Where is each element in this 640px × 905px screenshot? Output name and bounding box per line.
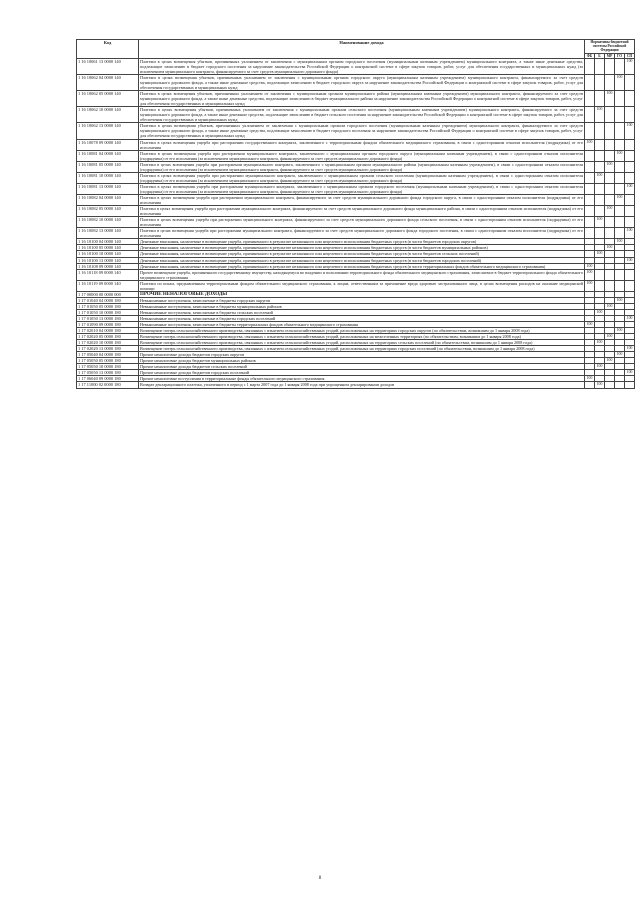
row-norm-cell: 100	[615, 328, 625, 334]
row-norm-cell	[625, 150, 635, 161]
row-name: Платежи в целях возмещения ущерба при расторжении муниципального контракта, заключенного с муниципальным органом сельского поселения (муниципальным казенным учреждением), в связи с односторонним отказом исполнителя (подрядчика) от его исполнения (за исключением муниципального контракта, финансируемого за счет средств муниципального дорожного фонда)	[140, 172, 583, 183]
row-name: Возмещение потерь сельскохозяйственного производства, связанных с изъятием сельскохозяйственных угодий, расположенных на территориях городских поселений (по обязательствам, возникшим до 1 января 2008 года)	[139, 346, 585, 352]
row-name: Прочее возмещение ущерба, причиненного государственному имуществу, находящемуся во владении и пользовании территориального фонда обязательного медицинского страхования, зачисляемое в бюджет территориального фонда обязательного медицинского страхования	[140, 269, 583, 280]
table-row	[77, 228, 635, 239]
row-norm-cell	[595, 206, 605, 217]
row-norm-cell	[595, 161, 605, 172]
row-norm-cell	[615, 217, 625, 228]
row-norm-cell	[605, 139, 615, 150]
row-norm-cell	[585, 58, 595, 74]
row-code: 1 17 05050 13 0000 180	[77, 370, 139, 376]
row-norm-cell	[585, 172, 595, 183]
row-name: ПРОЧИЕ НЕНАЛОГОВЫЕ ДОХОДЫ	[139, 291, 585, 297]
row-name: Невыясненные поступления, зачисляемые в бюджеты городских поселений	[139, 315, 585, 321]
header-name: Наименование дохода	[139, 40, 585, 59]
row-norm-cell: 100	[615, 150, 625, 161]
row-norm-cell: 100	[615, 194, 625, 205]
row-name: Платежи в целях возмещения убытков, причиненных уклонением от заключения с муниципальным органом городского поселения (муниципальным казенным учреждением) муниципального контракта, а также иные денежные средства, подлежащие зачислению в бюджет городского поселения за нарушение законодательства Российской Федерации о контрактной системе в сфере закупок товаров, работ, услуг для обеспечения государственных и муниципальных нужд (за исключением муниципального контракта, финансируемого за счет средств муниципального дорожного фонда)	[140, 58, 583, 74]
header-col-sp: СП	[625, 53, 635, 58]
row-name: Возмещение потерь сельскохозяйственного производства, связанных с изъятием сельскохозяйственных угодий, расположенных на межселенных территориях (по обязательствам, возникшим до 1 января 2008 года)	[139, 334, 585, 340]
row-name: Платежи в целях возмещения убытков, причиненных уклонением от заключения с муниципальным органом городского поселения (муниципальным казенным учреждением) муниципального контракта, финансируемого за счет средств муниципального дорожного фонда, а также иные денежные средства, подлежащие зачислению в бюджет городского поселения за нарушение законодательства Российской Федерации о контрактной системе в сфере закупок товаров, работ, услуг для обеспечения государственных и муниципальных нужд	[140, 123, 583, 139]
table-row	[77, 194, 635, 205]
table-header-row	[77, 40, 635, 54]
row-norm-cell	[625, 91, 635, 107]
row-norm-cell	[595, 194, 605, 205]
row-norm-cell: 100	[625, 123, 635, 139]
row-code: 1 16 10078 09 0000 140	[77, 139, 139, 150]
row-norm-cell: 100	[605, 358, 615, 364]
table-row	[77, 150, 635, 161]
row-norm-cell	[615, 123, 625, 139]
row-norm-cell: 100	[605, 206, 615, 217]
row-code: 1 16 10082 05 0000 140	[77, 206, 139, 217]
row-norm-cell	[615, 58, 625, 74]
row-code: 1 17 02020 10 0000 180	[77, 340, 139, 346]
row-norm-cell	[625, 139, 635, 150]
header-norms: Нормативы бюджетной системы Российской Федерации	[585, 40, 635, 54]
row-norm-cell: 100	[595, 364, 605, 370]
row-norm-cell	[625, 280, 635, 291]
row-norm-cell	[605, 280, 615, 291]
row-norm-cell: 100	[605, 334, 615, 340]
row-norm-cell	[615, 91, 625, 107]
row-name: Прочие неналоговые доходы бюджетов городских округов	[139, 352, 585, 358]
row-code: 1 17 05050 10 0000 180	[77, 364, 139, 370]
row-code: 1 16 10062 13 0000 140	[77, 123, 139, 139]
row-norm-cell: 100	[625, 58, 635, 74]
row-norm-cell	[625, 161, 635, 172]
row-name: Прочие неналоговые доходы бюджетов муниципальных районов	[139, 358, 585, 364]
row-norm-cell	[595, 150, 605, 161]
row-norm-cell: 100	[585, 376, 595, 382]
row-norm-cell: 100	[595, 340, 605, 346]
row-code: 1 17 01040 04 0000 180	[77, 297, 139, 303]
row-name: Прочие неналоговые доходы бюджетов городских поселений	[139, 370, 585, 376]
row-norm-cell	[595, 280, 605, 291]
row-norm-cell	[585, 107, 595, 123]
row-norm-cell	[595, 123, 605, 139]
row-norm-cell: 100	[615, 74, 625, 90]
row-norm-cell	[585, 183, 595, 194]
row-name: Платежи в целях возмещения ущерба при расторжении муниципального контракта, заключенного с муниципальным органом городского округа (муниципальным казенным учреждением), в связи с односторонним отказом исполнителя (подрядчика) от его исполнения (за исключением муниципального контракта, финансируемого за счет средств муниципального дорожного фонда)	[140, 150, 583, 161]
row-name: Невыясненные поступления, зачисляемые в бюджеты муниципальных районов	[139, 303, 585, 309]
table-row	[77, 269, 635, 280]
row-code: 1 17 02010 04 0000 180	[77, 328, 139, 334]
row-name: Денежные взыскания, налагаемые в возмещение ущерба, причиненного в результате незаконного или нецелевого использования бюджетных средств (в части бюджетов муниципальных районов)	[139, 245, 585, 251]
row-norm-cell: 100	[625, 257, 635, 263]
row-norm-cell	[585, 161, 595, 172]
table-row	[77, 161, 635, 172]
row-norm-cell	[615, 172, 625, 183]
row-code: 1 16 10081 10 0000 140	[77, 172, 139, 183]
row-norm-cell	[595, 91, 605, 107]
header-col-go: ГО	[615, 53, 625, 58]
row-norm-cell	[615, 183, 625, 194]
row-norm-cell	[605, 183, 615, 194]
row-norm-cell	[615, 161, 625, 172]
table-row	[77, 280, 635, 291]
page-number: 8	[318, 876, 322, 881]
row-code: 1 16 10061 13 0000 140	[77, 58, 139, 74]
row-norm-cell	[595, 228, 605, 239]
row-norm-cell: 100	[625, 228, 635, 239]
row-name: Платежи в целях возмещения ущерба при расторжении муниципального контракта, финансируемого за счет средств муниципального дорожного фонда городского округа, в связи с односторонним отказом исполнителя (подрядчика) от его исполнения	[140, 194, 583, 206]
table-row	[77, 139, 635, 150]
row-norm-cell	[605, 382, 615, 388]
row-code: 1 17 06040 09 0000 180	[77, 376, 139, 382]
row-code: 1 16 10118 09 0000 140	[77, 269, 139, 280]
row-code: 1 17 01050 13 0000 180	[77, 315, 139, 321]
row-name: Денежные взыскания, налагаемые в возмещение ущерба, причиненного в результате незаконного или нецелевого использования бюджетных средств (в части бюджетов сельских поселений)	[139, 251, 585, 257]
row-norm-cell: 100	[615, 297, 625, 303]
row-norm-cell: 100	[595, 251, 605, 257]
row-name: Платежи в целях возмещения ущерба при расторжении муниципального контракта, финансируемого за счет средств муниципального дорожного фонда сельского поселения, в связи с односторонним отказом исполнителя (подрядчика) от его исполнения	[140, 217, 583, 228]
row-code: 1 16 10081 13 0000 140	[77, 183, 139, 194]
row-norm-cell	[595, 74, 605, 90]
row-norm-cell: 100	[595, 309, 605, 315]
row-norm-cell	[625, 107, 635, 123]
row-code: 1 16 10081 04 0000 140	[77, 150, 139, 161]
table-body	[77, 58, 635, 388]
row-name: Прочие неналоговые доходы бюджетов сельских поселений	[139, 364, 585, 370]
row-norm-cell: 100	[605, 161, 615, 172]
table-row	[77, 183, 635, 194]
row-norm-cell	[605, 150, 615, 161]
row-name: Денежные взыскания, налагаемые в возмещение ущерба, причиненного в результате незаконного или нецелевого использования бюджетных средств (в части бюджетов городских округов)	[139, 239, 585, 245]
row-norm-cell	[605, 107, 615, 123]
row-code: 1 16 10100 05 0000 140	[77, 245, 139, 251]
row-norm-cell: 100	[585, 280, 595, 291]
row-name: Платежи в целях возмещения ущерба при расторжении муниципального контракта, финансируемого за счет средств муниципального дорожного фонда городского поселения, в связи с односторонним отказом исполнителя (подрядчика) от его исполнения	[140, 228, 583, 239]
row-norm-cell	[605, 123, 615, 139]
table-row	[77, 382, 635, 388]
table-row	[77, 123, 635, 139]
row-norm-cell	[585, 382, 595, 388]
row-code: 1 16 10082 04 0000 140	[77, 194, 139, 205]
header-col-b: Б	[595, 53, 605, 58]
row-norm-cell: 100	[615, 352, 625, 358]
row-norm-cell	[615, 228, 625, 239]
row-norm-cell	[615, 280, 625, 291]
row-norm-cell: 100	[605, 245, 615, 251]
row-norm-cell	[625, 269, 635, 280]
row-norm-cell	[615, 382, 625, 388]
row-norm-cell	[585, 74, 595, 90]
row-name: Невыясненные поступления, зачисляемые в бюджеты городских округов	[139, 297, 585, 303]
row-name: Денежные взыскания, налагаемые в возмещение ущерба, причиненного в результате незаконного или нецелевого использования бюджетных средств (в части территориальных фондов обязательного медицинского страхования)	[139, 263, 585, 269]
row-norm-cell	[615, 139, 625, 150]
table-row	[77, 206, 635, 217]
row-code: 1 17 11000 02 0000 180	[77, 382, 139, 388]
row-code: 1 16 10062 10 0000 140	[77, 107, 139, 123]
row-norm-cell	[605, 58, 615, 74]
row-norm-cell: 100	[585, 263, 595, 269]
row-name: Платежи по искам, предъявленным территориальным фондом обязательного медицинского страхования, к лицам, ответственным за причинение вреда здоровью застрахованного лица, в целях возмещения расходов на оказание медицинской помощи	[140, 280, 583, 291]
row-norm-cell	[625, 194, 635, 205]
row-code: 1 16 10100 13 0000 140	[77, 257, 139, 263]
row-norm-cell	[615, 107, 625, 123]
row-code: 1 17 02020 13 0000 180	[77, 346, 139, 352]
row-name: Невыясненные поступления, зачисляемые в бюджеты территориальных фондов обязательного медицинского страхования	[139, 322, 585, 328]
row-norm-cell	[595, 269, 605, 280]
row-name: Платежи в целях возмещения убытков, причиненных уклонением от заключения с муниципальным органом городского округа (муниципальным казенным учреждением) муниципального контракта, финансируемого за счет средств муниципального дорожного фонда, а также иные денежные средства, подлежащие зачислению в бюджет городского округа за нарушение законодательства Российской Федерации о контрактной системе в сфере закупок товаров, работ, услуг для обеспечения государственных и муниципальных нужд	[140, 74, 583, 91]
row-name: Платежи в целях возмещения ущерба при расторжении государственного контракта, заключенного с территориальным фондом обязательного медицинского страхования, в связи с односторонним отказом исполнителя (подрядчика) от его исполнения	[140, 139, 583, 150]
row-code: 1 17 01050 05 0000 180	[77, 303, 139, 309]
row-code: 1 17 01050 10 0000 180	[77, 309, 139, 315]
table-row	[77, 58, 635, 74]
row-name: Возмещение потерь сельскохозяйственного производства, связанных с изъятием сельскохозяйственных угодий, расположенных на территориях городских округов (по обязательствам, возникшим до 1 января 2008 года)	[139, 328, 585, 334]
row-norm-cell: 100	[595, 217, 605, 228]
row-code: 1 17 00000 00 0000 000	[77, 291, 139, 297]
row-norm-cell: 100	[625, 370, 635, 376]
row-code: 1 16 10108 09 0000 140	[77, 263, 139, 269]
header-col-fb: ФБ	[585, 53, 595, 58]
table-row	[77, 107, 635, 123]
revenue-codes-table	[76, 39, 635, 389]
row-norm-cell: 100	[585, 269, 595, 280]
row-norm-cell	[615, 206, 625, 217]
row-norm-cell	[625, 382, 635, 388]
table-row	[77, 172, 635, 183]
row-norm-cell	[585, 206, 595, 217]
row-norm-cell	[605, 269, 615, 280]
row-code: 1 16 10100 04 0000 140	[77, 239, 139, 245]
row-norm-cell: 100	[585, 322, 595, 328]
row-norm-cell: 100	[605, 303, 615, 309]
row-norm-cell	[605, 217, 615, 228]
row-norm-cell: 100	[625, 346, 635, 352]
row-norm-cell	[595, 58, 605, 74]
row-norm-cell: 100	[615, 239, 625, 245]
row-norm-cell	[625, 217, 635, 228]
row-norm-cell: 100	[595, 107, 605, 123]
row-norm-cell	[595, 183, 605, 194]
row-name: Невыясненные поступления, зачисляемые в бюджеты сельских поселений	[139, 309, 585, 315]
row-name: Платежи в целях возмещения убытков, причиненных уклонением от заключения с муниципальным органом сельского поселения (муниципальным казенным учреждением) муниципального контракта, финансируемого за счет средств муниципального дорожного фонда, а также иные денежные средства, подлежащие зачислению в бюджет сельского поселения за нарушение законодательства Российской Федерации о контрактной системе в сфере закупок товаров, работ, услуг для обеспечения государственных и муниципальных нужд	[140, 107, 583, 123]
row-norm-cell	[585, 91, 595, 107]
row-norm-cell	[585, 228, 595, 239]
table-row	[77, 91, 635, 107]
row-name: Прочие неналоговые поступления в территориальные фонды обязательного медицинского страхования	[139, 376, 585, 382]
row-name: Платежи в целях возмещения ущерба при расторжении муниципального контракта, заключенного с муниципальным органом городского поселения (муниципальным казенным учреждением), в связи с односторонним отказом исполнителя (подрядчика) от его исполнения (за исключением муниципального контракта, финансируемого за счет средств муниципального дорожного фонда)	[140, 183, 583, 194]
row-code: 1 16 10100 10 0000 140	[77, 251, 139, 257]
row-norm-cell	[595, 139, 605, 150]
row-code: 1 17 05040 04 0000 180	[77, 352, 139, 358]
row-code: 1 17 02020 05 0000 180	[77, 334, 139, 340]
row-name: Платежи в целях возмещения убытков, причиненных уклонением от заключения с муниципальным органом муниципального района (муниципальным казенным учреждением) муниципального контракта, финансируемого за счет средств муниципального дорожного фонда, а также иные денежные средства, подлежащие зачислению в бюджет муниципального района за нарушение законодательства Российской Федерации о контрактной системе в сфере закупок товаров, работ, услуг для обеспечения государственных и муниципальных нужд	[140, 91, 583, 107]
row-norm-cell	[585, 194, 595, 205]
row-norm-cell	[585, 123, 595, 139]
row-norm-cell	[625, 74, 635, 90]
row-norm-cell	[605, 228, 615, 239]
row-norm-cell	[615, 269, 625, 280]
row-name: Возврат декларационного платежа, уплаченного в период с 1 марта 2007 года до 1 января 2008 года при упрощенном декларировании доходов	[139, 382, 585, 388]
table-row	[77, 217, 635, 228]
row-norm-cell	[605, 194, 615, 205]
row-norm-cell: 100	[585, 139, 595, 150]
row-code: 1 16 10062 04 0000 140	[77, 74, 139, 90]
header-code: Код	[77, 40, 139, 59]
row-norm-cell: 100	[625, 183, 635, 194]
row-norm-cell: 100	[595, 172, 605, 183]
row-norm-cell	[605, 74, 615, 90]
row-norm-cell	[585, 150, 595, 161]
row-code: 1 17 01090 09 0000 180	[77, 322, 139, 328]
row-norm-cell: 100	[595, 382, 605, 388]
row-norm-cell: 100	[605, 91, 615, 107]
row-name: Платежи в целях возмещения ущерба при расторжении муниципального контракта, финансируемого за счет средств муниципального дорожного фонда муниципального района, в связи с односторонним отказом исполнителя (подрядчика) от его исполнения	[140, 206, 583, 217]
header-col-mr: МР	[605, 53, 615, 58]
row-code: 1 16 10082 13 0000 140	[77, 228, 139, 239]
row-code: 1 16 10082 10 0000 140	[77, 217, 139, 228]
row-code: 1 16 10119 09 0000 140	[77, 280, 139, 291]
row-norm-cell	[605, 172, 615, 183]
table-row	[77, 74, 635, 90]
row-code: 1 17 05050 05 0000 180	[77, 358, 139, 364]
row-norm-cell	[585, 217, 595, 228]
row-code: 1 16 10062 05 0000 140	[77, 91, 139, 107]
row-name: Платежи в целях возмещения ущерба при расторжении муниципального контракта, заключенного с муниципальным органом муниципального района (муниципальным казенным учреждением), в связи с односторонним отказом исполнителя (подрядчика) от его исполнения (за исключением муниципального контракта, финансируемого за счет средств муниципального дорожного фонда)	[140, 161, 583, 172]
row-code: 1 16 10081 05 0000 140	[77, 161, 139, 172]
row-norm-cell	[625, 206, 635, 217]
row-name: Денежные взыскания, налагаемые в возмещение ущерба, причиненного в результате незаконного или нецелевого использования бюджетных средств (в части бюджетов городских поселений)	[139, 257, 585, 263]
row-norm-cell: 100	[625, 315, 635, 321]
row-norm-cell	[625, 172, 635, 183]
row-name: Возмещение потерь сельскохозяйственного производства, связанных с изъятием сельскохозяйственных угодий, расположенных на территориях сельских поселений (по обязательствам, возникшим до 1 января 2008 года)	[139, 340, 585, 346]
